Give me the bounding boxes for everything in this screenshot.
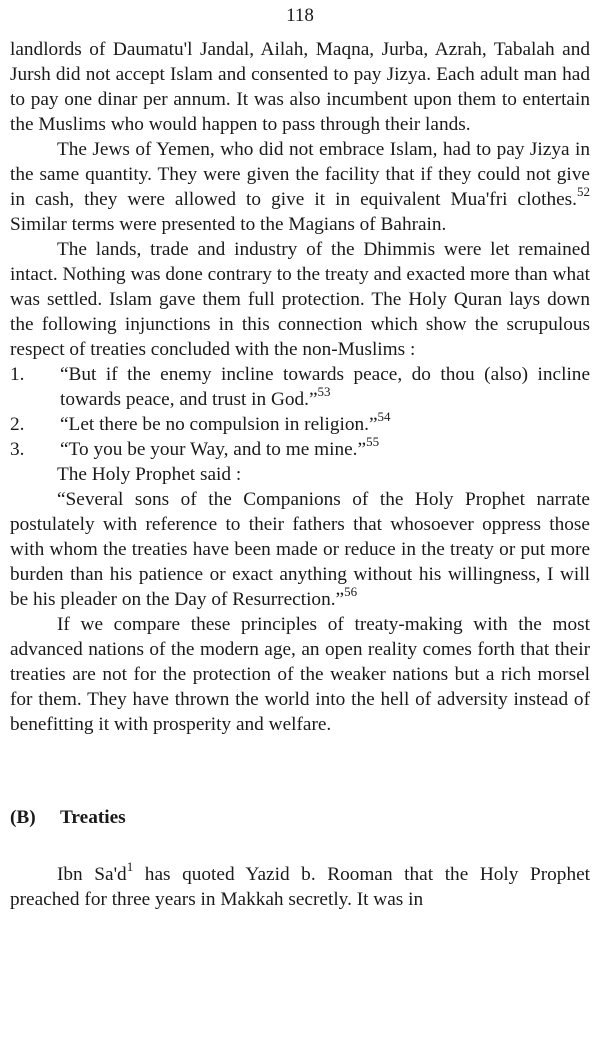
paragraph-dhimmis: The lands, trade and industry of the Dhimmis were let remained intact. Nothing was done contrary to the treaty and exacted more than what was settled. Islam gave them full protection. The Holy Quran lays down the following injunctions in this connection which show the scrupulous respect of treaties concluded with the non-Muslims : bbox=[10, 239, 590, 360]
page-number: 118 bbox=[286, 5, 314, 26]
footnote-ref-56: 56 bbox=[344, 583, 358, 599]
list-item-text: “But if the enemy incline towards peace, do thou (also) incline towards peace, and trust in God.” bbox=[60, 364, 590, 410]
paragraph-comparison: If we compare these principles of treaty-making with the most advanced nations of the modern age, an open reality comes forth that their treaties are not for the protection of the weaker nations but a rich morsel for them. They have thrown the world into the hell of adversity instead of benefitting it with prosperity and welfare. bbox=[10, 614, 590, 735]
paragraph-jews-of-yemen bbox=[10, 137, 590, 237]
footnote-ref-53: 53 bbox=[317, 383, 331, 399]
paragraph-jews-text-end: Similar terms were presented to the Magians of Bahrain. bbox=[10, 214, 447, 235]
footnote-ref-1: 1 bbox=[126, 858, 134, 874]
quran-injunctions-list bbox=[10, 362, 590, 462]
footnote-ref-55: 55 bbox=[366, 433, 380, 449]
footnote-ref-52: 52 bbox=[577, 183, 590, 199]
list-item-number: 1. bbox=[10, 364, 25, 385]
list-item-number: 3. bbox=[10, 439, 25, 460]
prophet-said-line: The Holy Prophet said : bbox=[57, 464, 242, 485]
prophet-quote-text: “Several sons of the Companions of the Holy Prophet narrate postulately with reference to their fathers that whosoever oppress those with whom the treaties have been made or reduce in the treaty or put more burden than his patience or exact anything without his willingness, I will be his pleader on the Day of Resurrection.” bbox=[10, 489, 590, 610]
prophet-quote bbox=[10, 487, 590, 612]
list-item-number: 2. bbox=[10, 414, 25, 435]
paragraph-jews-text: The Jews of Yemen, who did not embrace Islam, had to pay Jizya in the same quantity. They were given the facility that if they could not give in cash, they were allowed to give it in equivalent Mua'fri clothes. bbox=[10, 139, 590, 210]
list-item bbox=[10, 362, 590, 412]
paragraph-ibn-sad-start: Ibn Sa'd bbox=[57, 864, 127, 885]
section-spacer bbox=[10, 737, 590, 805]
paragraph-ibn-sad-rest: has quoted Yazid b. Rooman that the Holy Prophet preached for three years in Makkah secretly. It was in bbox=[10, 864, 590, 910]
section-heading-label: (B) bbox=[10, 807, 36, 828]
list-item bbox=[10, 408, 590, 437]
section-heading-title: Treaties bbox=[60, 807, 126, 828]
section-heading bbox=[10, 805, 590, 830]
list-item-text: “To you be your Way, and to me mine.” bbox=[60, 439, 367, 460]
list-item bbox=[10, 433, 590, 462]
paragraph-landlords: landlords of Daumatu'l Jandal, Ailah, Maqna, Jurba, Azrah, Tabalah and Jursh did not accept Islam and consented to pay Jizya. Each adult man had to pay one dinar per annum. It was also incumbent upon them to entertain the Muslims who would happen to pass through their lands. bbox=[10, 39, 590, 135]
footnote-ref-54: 54 bbox=[377, 408, 391, 424]
list-item-text: “Let there be no compulsion in religion.” bbox=[60, 414, 378, 435]
paragraph-ibn-sad bbox=[10, 858, 590, 912]
